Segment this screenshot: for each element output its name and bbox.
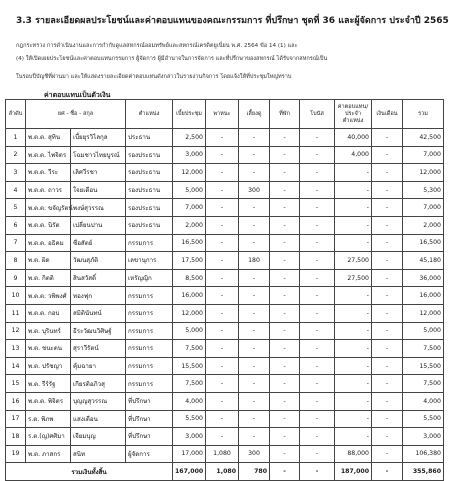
rank-firstname-cell: พ.ต.ต. พิจิตร	[26, 392, 71, 410]
meals-cell: -	[239, 216, 270, 234]
transport-cell: -	[206, 287, 239, 305]
row-total-cell: 7,500	[403, 375, 444, 393]
total-transport: 1,080	[206, 463, 239, 481]
lodging-cell: -	[270, 304, 300, 322]
meeting-allowance-cell: 17,000	[173, 445, 206, 463]
row-total-cell: 12,000	[403, 164, 444, 182]
row-index-cell: 4	[6, 181, 26, 199]
lodging-cell: -	[270, 216, 300, 234]
section-heading: 3.3 รายละเอียดผลประโยชน์และค่าตอบแทนของคณะกรรมการ ที่ปรึกษา ชุดที่ 36 และผู้จัดการ ประจำปี 2565	[16, 16, 449, 26]
surname-cell: บุญญสุวรรณ	[71, 392, 126, 410]
meeting-allowance-cell: 5,000	[173, 322, 206, 340]
rank-firstname-cell: พ.ต. ชนะดน	[26, 340, 71, 358]
meals-cell: -	[239, 428, 270, 446]
meeting-allowance-cell: 16,500	[173, 234, 206, 252]
meals-cell: -	[239, 234, 270, 252]
total-bonus: -	[300, 463, 335, 481]
header-lodging: ที่พัก	[270, 100, 300, 129]
bonus-cell: -	[300, 357, 335, 375]
surname-cell: ทองฟุก	[71, 287, 126, 305]
transport-cell: -	[206, 340, 239, 358]
lodging-cell: -	[270, 410, 300, 428]
lodging-cell: -	[270, 269, 300, 287]
transport-cell: 1,080	[206, 445, 239, 463]
bonus-cell: -	[300, 234, 335, 252]
header-index: ลำดับ	[6, 100, 26, 129]
compensation-table	[5, 99, 444, 481]
bonus-cell: -	[300, 375, 335, 393]
rank-firstname-cell: พ.ต. รีร์รัฐ	[26, 375, 71, 393]
row-index-cell: 11	[6, 304, 26, 322]
header-position: ตำแหน่ง	[126, 100, 173, 129]
position-cell: ที่ปรึกษา	[126, 410, 173, 428]
table-row	[6, 340, 444, 358]
position-cell: เหรัญญิก	[126, 269, 173, 287]
rank-firstname-cell: พ.ต.ต. วพิพงศ์	[26, 287, 71, 305]
rank-firstname-cell: พ.ต. บุรินทร์	[26, 322, 71, 340]
meeting-allowance-cell: 8,500	[173, 269, 206, 287]
row-index-cell: 13	[6, 340, 26, 358]
meals-cell: -	[239, 304, 270, 322]
position-cell: กรรมการ	[126, 357, 173, 375]
position-compensation-cell: -	[335, 428, 372, 446]
position-cell: กรรมการ	[126, 322, 173, 340]
total-meals: 780	[239, 463, 270, 481]
row-total-cell: 3,000	[403, 428, 444, 446]
meeting-allowance-cell: 3,000	[173, 428, 206, 446]
meals-cell: -	[239, 375, 270, 393]
bonus-cell: -	[300, 287, 335, 305]
transport-cell: -	[206, 357, 239, 375]
salary-cell: -	[372, 146, 403, 164]
position-cell: รองประธาน	[126, 199, 173, 217]
header-position-compensation: ค่าตอบแทน/ประจำตำแหน่ง	[335, 100, 372, 129]
row-total-cell: 2,000	[403, 216, 444, 234]
header-meeting-allowance: เบี้ยประชุม	[173, 100, 206, 129]
bonus-cell: -	[300, 216, 335, 234]
total-position-compensation: 187,000	[335, 463, 372, 481]
table-row	[6, 322, 444, 340]
salary-cell: -	[372, 164, 403, 182]
meeting-allowance-cell: 2,000	[173, 216, 206, 234]
table-row	[6, 216, 444, 234]
lodging-cell: -	[270, 392, 300, 410]
rank-firstname-cell: พ.ต. กิตติ	[26, 269, 71, 287]
salary-cell: -	[372, 357, 403, 375]
row-total-cell: 7,000	[403, 146, 444, 164]
surname-cell: แสงเดือน	[71, 410, 126, 428]
regulation-paragraph-2: (4) ให้เปิดเผยประโยชน์และค่าตอบแทนกรรมการ ผู้จัดการ ผู้มีอำนาจในการจัดการ และที่ปรึกษาของสหกรณ์ ได้รับจากสหกรณ์เป็น	[16, 56, 328, 62]
rank-firstname-cell: พ.ต.ต. ขจัญรัตน์	[26, 199, 71, 217]
meals-cell: -	[239, 357, 270, 375]
meeting-allowance-cell: 5,500	[173, 410, 206, 428]
rank-firstname-cell: พ.ต.ต. ถาวร	[26, 181, 71, 199]
meals-cell: -	[239, 392, 270, 410]
row-index-cell: 17	[6, 410, 26, 428]
position-compensation-cell: -	[335, 357, 372, 375]
transport-cell: -	[206, 428, 239, 446]
salary-cell: -	[372, 252, 403, 270]
position-cell: กรรมการ	[126, 287, 173, 305]
bonus-cell: -	[300, 322, 335, 340]
meals-cell: 180	[239, 252, 270, 270]
row-index-cell: 8	[6, 252, 26, 270]
row-total-cell: 45,180	[403, 252, 444, 270]
lodging-cell: -	[270, 375, 300, 393]
salary-cell: -	[372, 445, 403, 463]
table-row	[6, 181, 444, 199]
transport-cell: -	[206, 269, 239, 287]
bonus-cell: -	[300, 199, 335, 217]
table-row	[6, 304, 444, 322]
lodging-cell: -	[270, 146, 300, 164]
total-lodging: -	[270, 463, 300, 481]
total-label: รวมเงินทั้งสิ้น	[6, 463, 173, 481]
position-cell: รองประธาน	[126, 216, 173, 234]
meeting-allowance-cell: 2,500	[173, 129, 206, 147]
position-compensation-cell: -	[335, 304, 372, 322]
row-total-cell: 16,000	[403, 287, 444, 305]
surname-cell: คุ้มฉายา	[71, 357, 126, 375]
position-cell: ประธาน	[126, 129, 173, 147]
position-cell: รองประธาน	[126, 181, 173, 199]
position-cell: รองประธาน	[126, 146, 173, 164]
bonus-cell: -	[300, 129, 335, 147]
position-compensation-cell: 27,500	[335, 269, 372, 287]
header-bonus: โบนัส	[300, 100, 335, 129]
meeting-allowance-cell: 16,000	[173, 287, 206, 305]
row-total-cell: 12,000	[403, 304, 444, 322]
row-index-cell: 16	[6, 392, 26, 410]
position-cell: กรรมการ	[126, 234, 173, 252]
table-row	[6, 375, 444, 393]
position-cell: กรรมการ	[126, 304, 173, 322]
position-compensation-cell: -	[335, 199, 372, 217]
row-index-cell: 6	[6, 216, 26, 234]
surname-cell: พงษ์สุวรรณ	[71, 199, 126, 217]
transport-cell: -	[206, 304, 239, 322]
lodging-cell: -	[270, 252, 300, 270]
position-compensation-cell: -	[335, 181, 372, 199]
bonus-cell: -	[300, 164, 335, 182]
row-index-cell: 19	[6, 445, 26, 463]
meeting-allowance-cell: 17,500	[173, 252, 206, 270]
row-index-cell: 2	[6, 146, 26, 164]
table-row	[6, 252, 444, 270]
lodging-cell: -	[270, 322, 300, 340]
lodging-cell: -	[270, 357, 300, 375]
total-row	[6, 463, 444, 481]
row-total-cell: 36,000	[403, 269, 444, 287]
position-cell: กรรมการ	[126, 375, 173, 393]
transport-cell: -	[206, 252, 239, 270]
salary-cell: -	[372, 392, 403, 410]
total-salary: -	[372, 463, 403, 481]
salary-cell: -	[372, 375, 403, 393]
lodging-cell: -	[270, 234, 300, 252]
salary-cell: -	[372, 287, 403, 305]
surname-cell: เปลี่ยนปาน	[71, 216, 126, 234]
row-index-cell: 3	[6, 164, 26, 182]
transport-cell: -	[206, 181, 239, 199]
bonus-cell: -	[300, 445, 335, 463]
row-total-cell: 7,500	[403, 340, 444, 358]
meeting-allowance-cell: 7,500	[173, 340, 206, 358]
transport-cell: -	[206, 164, 239, 182]
table-subtitle: ค่าตอบแทนเป็นตัวเงิน	[44, 91, 111, 99]
header-salary: เงินเดือน	[372, 100, 403, 129]
position-compensation-cell: -	[335, 322, 372, 340]
position-compensation-cell: 40,000	[335, 129, 372, 147]
salary-cell: -	[372, 269, 403, 287]
surname-cell: เจียมบุญ	[71, 428, 126, 446]
position-compensation-cell: -	[335, 392, 372, 410]
table-row	[6, 392, 444, 410]
lodging-cell: -	[270, 428, 300, 446]
bonus-cell: -	[300, 252, 335, 270]
rank-firstname-cell: พ.ต.ต. อธิคม	[26, 234, 71, 252]
lodging-cell: -	[270, 199, 300, 217]
meals-cell: 300	[239, 445, 270, 463]
salary-cell: -	[372, 340, 403, 358]
surname-cell: สมิตินันทน์	[71, 304, 126, 322]
transport-cell: -	[206, 146, 239, 164]
bonus-cell: -	[300, 428, 335, 446]
total-sum: 355,860	[403, 463, 444, 481]
rank-firstname-cell: พ.ต. ปรัชญา	[26, 357, 71, 375]
meals-cell: -	[239, 269, 270, 287]
table-row	[6, 129, 444, 147]
table-row	[6, 445, 444, 463]
surname-cell: วัฒนสุภัติ	[71, 252, 126, 270]
meeting-allowance-cell: 4,000	[173, 392, 206, 410]
salary-cell: -	[372, 129, 403, 147]
surname-cell: ซื่อสัตย์	[71, 234, 126, 252]
salary-cell: -	[372, 410, 403, 428]
position-compensation-cell: -	[335, 340, 372, 358]
surname-cell: เลิศวีรชา	[71, 164, 126, 182]
bonus-cell: -	[300, 181, 335, 199]
meals-cell: -	[239, 322, 270, 340]
meals-cell: -	[239, 164, 270, 182]
table-row	[6, 234, 444, 252]
row-total-cell: 5,500	[403, 410, 444, 428]
table-row	[6, 199, 444, 217]
meals-cell: -	[239, 410, 270, 428]
transport-cell: -	[206, 322, 239, 340]
meals-cell: -	[239, 340, 270, 358]
surname-cell: เบี้ยยุรวิไลกุล	[71, 129, 126, 147]
position-compensation-cell: -	[335, 234, 372, 252]
row-index-cell: 14	[6, 357, 26, 375]
total-meeting-allowance: 167,000	[173, 463, 206, 481]
lodging-cell: -	[270, 129, 300, 147]
bonus-cell: -	[300, 146, 335, 164]
surname-cell: ใจยเดือน	[71, 181, 126, 199]
transport-cell: -	[206, 216, 239, 234]
position-compensation-cell: -	[335, 216, 372, 234]
position-compensation-cell: -	[335, 164, 372, 182]
rank-firstname-cell: พ.ต.ต. นิรัต	[26, 216, 71, 234]
position-compensation-cell: 27,500	[335, 252, 372, 270]
surname-cell: สุราวีรัตน์	[71, 340, 126, 358]
meeting-allowance-cell: 3,000	[173, 146, 206, 164]
bonus-cell: -	[300, 304, 335, 322]
rank-firstname-cell: พ.ต.ต. วีระ	[26, 164, 71, 182]
row-total-cell: 5,300	[403, 181, 444, 199]
transport-cell: -	[206, 234, 239, 252]
position-compensation-cell: -	[335, 410, 372, 428]
meals-cell: -	[239, 287, 270, 305]
bonus-cell: -	[300, 269, 335, 287]
table-row	[6, 428, 444, 446]
row-total-cell: 15,500	[403, 357, 444, 375]
salary-cell: -	[372, 181, 403, 199]
meeting-allowance-cell: 12,000	[173, 304, 206, 322]
meeting-allowance-cell: 12,000	[173, 164, 206, 182]
header-transport: พาหนะ	[206, 100, 239, 129]
position-cell: ที่ปรึกษา	[126, 392, 173, 410]
rank-firstname-cell: พ.ต.ต. สุทิน	[26, 129, 71, 147]
position-compensation-cell: 4,000	[335, 146, 372, 164]
position-cell: กรรมการ	[126, 340, 173, 358]
row-index-cell: 18	[6, 428, 26, 446]
transport-cell: -	[206, 392, 239, 410]
rank-firstname-cell: ร.ต.(ญ)ศศิมา	[26, 428, 71, 446]
regulation-paragraph-1: กฎกระทรวง การดำเนินงานและการกำกับดูแลสหกรณ์ออมทรัพย์และสหกรณ์เครดิตยูเนี่ยน พ.ศ. 2564 ข้อ 14 (1) และ	[16, 43, 298, 49]
lodging-cell: -	[270, 181, 300, 199]
meals-cell: -	[239, 129, 270, 147]
rank-firstname-cell: พ.ต.ต. ไพจิตร	[26, 146, 71, 164]
bonus-cell: -	[300, 392, 335, 410]
position-cell: เลขานุการ	[126, 252, 173, 270]
row-index-cell: 9	[6, 269, 26, 287]
table-row	[6, 410, 444, 428]
rank-firstname-cell: พ.ต. ภาสกร	[26, 445, 71, 463]
row-total-cell: 16,500	[403, 234, 444, 252]
bonus-cell: -	[300, 340, 335, 358]
salary-cell: -	[372, 428, 403, 446]
rank-firstname-cell: พ.ต.ต. กอบ	[26, 304, 71, 322]
position-cell: ที่ปรึกษา	[126, 428, 173, 446]
transport-cell: -	[206, 375, 239, 393]
table-row	[6, 357, 444, 375]
transport-cell: -	[206, 199, 239, 217]
position-compensation-cell: -	[335, 375, 372, 393]
rank-firstname-cell: ร.ต. พิภพ	[26, 410, 71, 428]
row-index-cell: 5	[6, 199, 26, 217]
position-cell: ผู้จัดการ	[126, 445, 173, 463]
table-row	[6, 269, 444, 287]
row-index-cell: 7	[6, 234, 26, 252]
regulation-paragraph-3: ในรอบปีบัญชีที่ผ่านมา และให้แสดงรายละเอียดค่าตอบแทนดังกล่าวในรายงานกิจการ โดยแจ้งให้ที่ประชุมใหญ่ทราบ	[16, 74, 292, 80]
row-total-cell: 7,000	[403, 199, 444, 217]
row-total-cell: 42,500	[403, 129, 444, 147]
surname-cell: เกียรติอภิวสุ	[71, 375, 126, 393]
salary-cell: -	[372, 216, 403, 234]
row-total-cell: 4,000	[403, 392, 444, 410]
meals-cell: -	[239, 146, 270, 164]
table-row	[6, 287, 444, 305]
row-index-cell: 12	[6, 322, 26, 340]
surname-cell: ธีระวัฒนวิศิษฐ์	[71, 322, 126, 340]
table-row	[6, 164, 444, 182]
meeting-allowance-cell: 5,000	[173, 181, 206, 199]
meals-cell: -	[239, 199, 270, 217]
row-index-cell: 10	[6, 287, 26, 305]
position-compensation-cell: 88,000	[335, 445, 372, 463]
meeting-allowance-cell: 15,500	[173, 357, 206, 375]
header-name: ยศ - ชื่อ - สกุล	[26, 100, 126, 129]
header-meals: เลี้ยงดู	[239, 100, 270, 129]
table-header-row	[6, 100, 444, 129]
meals-cell: 300	[239, 181, 270, 199]
position-compensation-cell: -	[335, 287, 372, 305]
row-index-cell: 15	[6, 375, 26, 393]
salary-cell: -	[372, 322, 403, 340]
row-total-cell: 106,380	[403, 445, 444, 463]
table-row	[6, 146, 444, 164]
lodging-cell: -	[270, 164, 300, 182]
transport-cell: -	[206, 410, 239, 428]
transport-cell: -	[206, 129, 239, 147]
lodging-cell: -	[270, 445, 300, 463]
row-index-cell: 1	[6, 129, 26, 147]
bonus-cell: -	[300, 410, 335, 428]
salary-cell: -	[372, 234, 403, 252]
rank-firstname-cell: พ.ต. ผิด	[26, 252, 71, 270]
surname-cell: โฉมชาวไทยบูรณ์	[71, 146, 126, 164]
surname-cell: สินสวัสดิ์	[71, 269, 126, 287]
meeting-allowance-cell: 7,000	[173, 199, 206, 217]
meeting-allowance-cell: 7,500	[173, 375, 206, 393]
position-cell: รองประธาน	[126, 164, 173, 182]
lodging-cell: -	[270, 287, 300, 305]
salary-cell: -	[372, 199, 403, 217]
salary-cell: -	[372, 304, 403, 322]
header-total: รวม	[403, 100, 444, 129]
lodging-cell: -	[270, 340, 300, 358]
surname-cell: สนิท	[71, 445, 126, 463]
row-total-cell: 5,000	[403, 322, 444, 340]
